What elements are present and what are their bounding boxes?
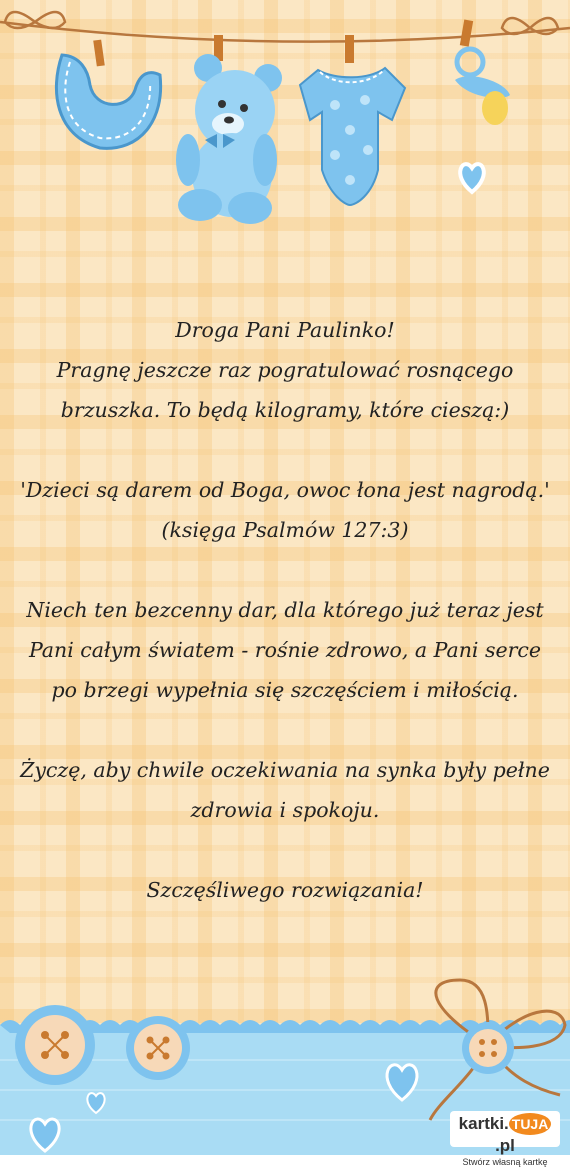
- onesie-icon: [300, 35, 405, 205]
- button-icon: [126, 1016, 190, 1080]
- greeting-line: [20, 310, 550, 430]
- card-message: [20, 310, 550, 910]
- heart-icon: [460, 164, 484, 192]
- message-paragraph-4: Życzę, aby chwile oczekiwania na synka były pełne zdrowia i spokoju.: [20, 758, 550, 822]
- logo-brand-prefix: kartki.: [458, 1114, 509, 1133]
- greeting-text: Droga Pani Paulinko!: [175, 318, 395, 342]
- button-icon: [462, 1022, 514, 1074]
- bib-icon: [56, 40, 160, 149]
- logo-brand: [450, 1111, 560, 1157]
- message-paragraph-1: Pragnę jeszcze raz pogratulować rosnącego brzuszka. To będą kilogramy, które cieszą:): [56, 358, 514, 422]
- teddy-bear-icon: [176, 35, 282, 224]
- message-paragraph-3: Niech ten bezcenny dar, dla którego już teraz jest Pani całym światem - rośnie zdrowo, a Pani serce po brzegi wypełnia się szczęściem i miłością.: [26, 598, 544, 702]
- logo-brand-mark: TUJA: [509, 1113, 552, 1135]
- message-paragraph-2: 'Dzieci są darem od Boga, owoc łona jest nagrodą.' (księga Psalmów 127:3): [20, 478, 550, 542]
- rope: [0, 22, 570, 42]
- clothesline-decoration: [0, 0, 570, 240]
- logo-brand-suffix: .pl: [495, 1136, 515, 1155]
- kartki-tuja-logo[interactable]: [450, 1111, 560, 1167]
- button-icon: [15, 1005, 95, 1085]
- message-paragraph-5: Szczęśliwego rozwiązania!: [146, 878, 424, 902]
- logo-slogan: Stwórz własną kartkę: [462, 1157, 548, 1167]
